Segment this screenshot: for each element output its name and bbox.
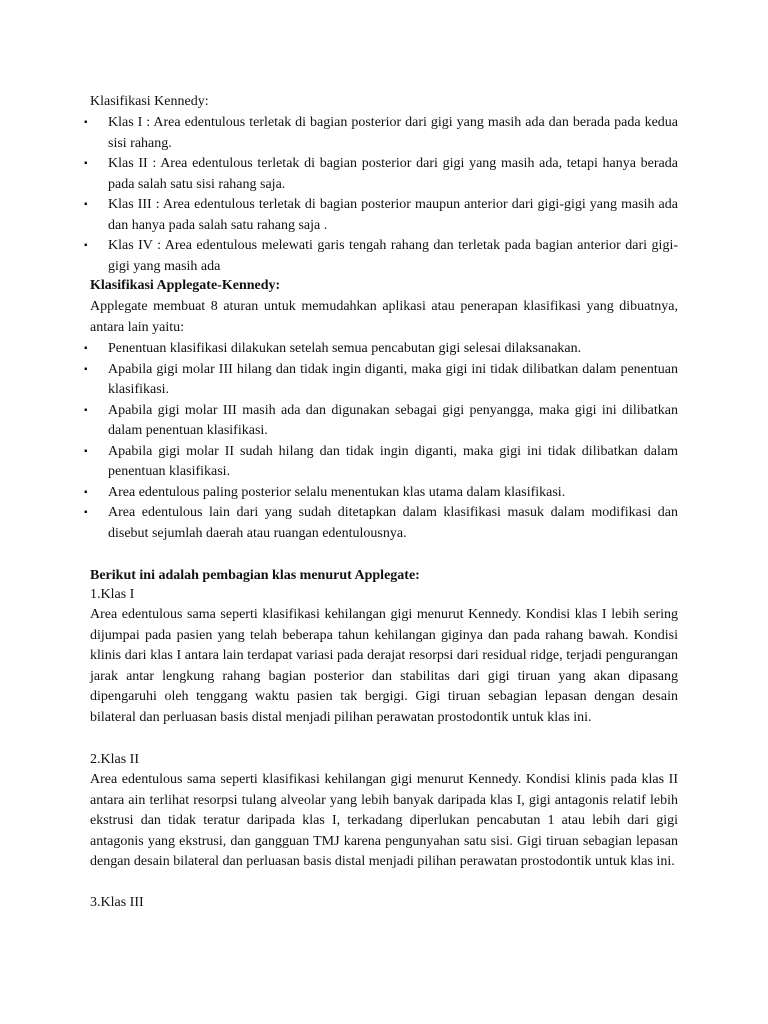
applegate-kennedy-title: Klasifikasi Applegate-Kennedy: — [90, 278, 281, 293]
list-item: ▪ Apabila gigi molar II sudah hilang dan tidak ingin diganti, maka gigi ini tidak dilibatkan dalam penentuan klasifikasi. — [84, 443, 678, 479]
list-item: ▪ Penentuan klasifikasi dilakukan setelah semua pencabutan gigi selesai dilaksanakan. — [0, 339, 678, 360]
bullet-square-icon: ▪ — [84, 199, 88, 210]
list-item: ▪ Area edentulous paling posterior selalu menentukan klas utama dalam klasifikasi. — [0, 483, 678, 504]
klas2-paragraph: Area edentulous sama seperti klasifikasi kehilangan gigi menurut Kennedy. Kondisi klinis pada klas II antara ain terlihat resorpsi tulang alveolar yang lebih banyak daripada klas I, gigi antagonis relatif lebih ekstrusi dan tidak teratur daripada klas I, terkadang diperlukan pencabutan 1 atau lebih dari gigi antagonis yang ekstrusi, dan gangguan TMJ karena pengunyahan satu sisi. Gigi tiruan sebagian lepasan dengan desain bilateral dan perluasan basis distal menjadi pilihan perawatan prostodontik untuk klas ini. — [90, 772, 678, 869]
bullet-square-icon: ▪ — [84, 445, 88, 457]
bullet-square-icon: ▪ — [84, 404, 88, 416]
applegate-title: Berikut ini adalah pembagian klas menurut Applegate: — [90, 568, 420, 583]
applegate-kennedy-list — [0, 339, 768, 544]
bullet-square-icon: ▪ — [84, 486, 88, 498]
bullet-square-icon: ▪ — [84, 240, 88, 251]
bullet-square-icon: ▪ — [84, 158, 88, 169]
applegate-kennedy-intro: Applegate membuat 8 aturan untuk memudahkan aplikasi atau penerapan klasifikasi yang dibuatnya, antara lain yaitu: — [90, 299, 678, 335]
list-item: ▪ Klas I : Area edentulous terletak di bagian posterior dari gigi yang masih ada dan berada pada kedua sisi rahang. — [84, 115, 678, 151]
list-item: ▪ Area edentulous lain dari yang sudah ditetapkan dalam klasifikasi masuk dalam modifikasi dan disebut sejumlah daerah atau ruangan edentulousnya. — [84, 505, 678, 541]
list-item: ▪ Klas II : Area edentulous terletak di bagian posterior dari gigi yang masih ada, tetapi hanya berada pada salah satu sisi rahang saja. — [84, 156, 678, 192]
bullet-square-icon: ▪ — [84, 343, 88, 354]
list-item: ▪ Apabila gigi molar III hilang dan tidak ingin diganti, maka gigi ini tidak dilibatkan dalam penentuan klasifikasi. — [84, 361, 678, 397]
list-item: ▪ Klas III : Area edentulous terletak di bagian posterior maupun anterior dari gigi-gigi yang masih ada dan hanya pada salah satu rahang saja . — [84, 197, 678, 233]
bullet-square-icon: ▪ — [84, 363, 88, 375]
list-item: ▪ Klas IV : Area edentulous melewati garis tengah rahang dan terletak pada bagian anterior dari gigi-gigi yang masih ada — [84, 238, 678, 274]
bullet-square-icon: ▪ — [84, 507, 88, 518]
klas1-heading: 1.Klas I — [90, 587, 135, 602]
kennedy-list — [0, 113, 768, 277]
bullet-square-icon: ▪ — [84, 117, 88, 128]
list-item: ▪ Apabila gigi molar III masih ada dan digunakan sebagai gigi penyangga, maka gigi ini dilibatkan dalam penentuan klasifikasi. — [84, 402, 678, 438]
kennedy-title: Klasifikasi Kennedy: — [90, 94, 209, 109]
klas3-heading: 3.Klas III — [90, 895, 144, 910]
klas2-heading: 2.Klas II — [90, 752, 139, 767]
klas1-paragraph: Area edentulous sama seperti klasifikasi kehilangan gigi menurut Kennedy. Kondisi klas I lebih sering dijumpai pada pasien yang telah beberapa tahun kehilangan giginya dan pada rahang bawah. Kondisi klinis dari klas I antara lain terdapat variasi pada derajat resorpsi dari residual ridge, terjadi pengurangan jarak antar lengkung rahang bagian posterior dan stabilitas dari gigi tiruan yang akan dipasang dipengaruhi oleh tenggang waktu pasien tak bergigi. Gigi tiruan sebagian lepasan dengan desain bilateral dan perluasan basis distal menjadi pilihan perawatan prostodontik untuk klas ini. — [90, 607, 678, 725]
